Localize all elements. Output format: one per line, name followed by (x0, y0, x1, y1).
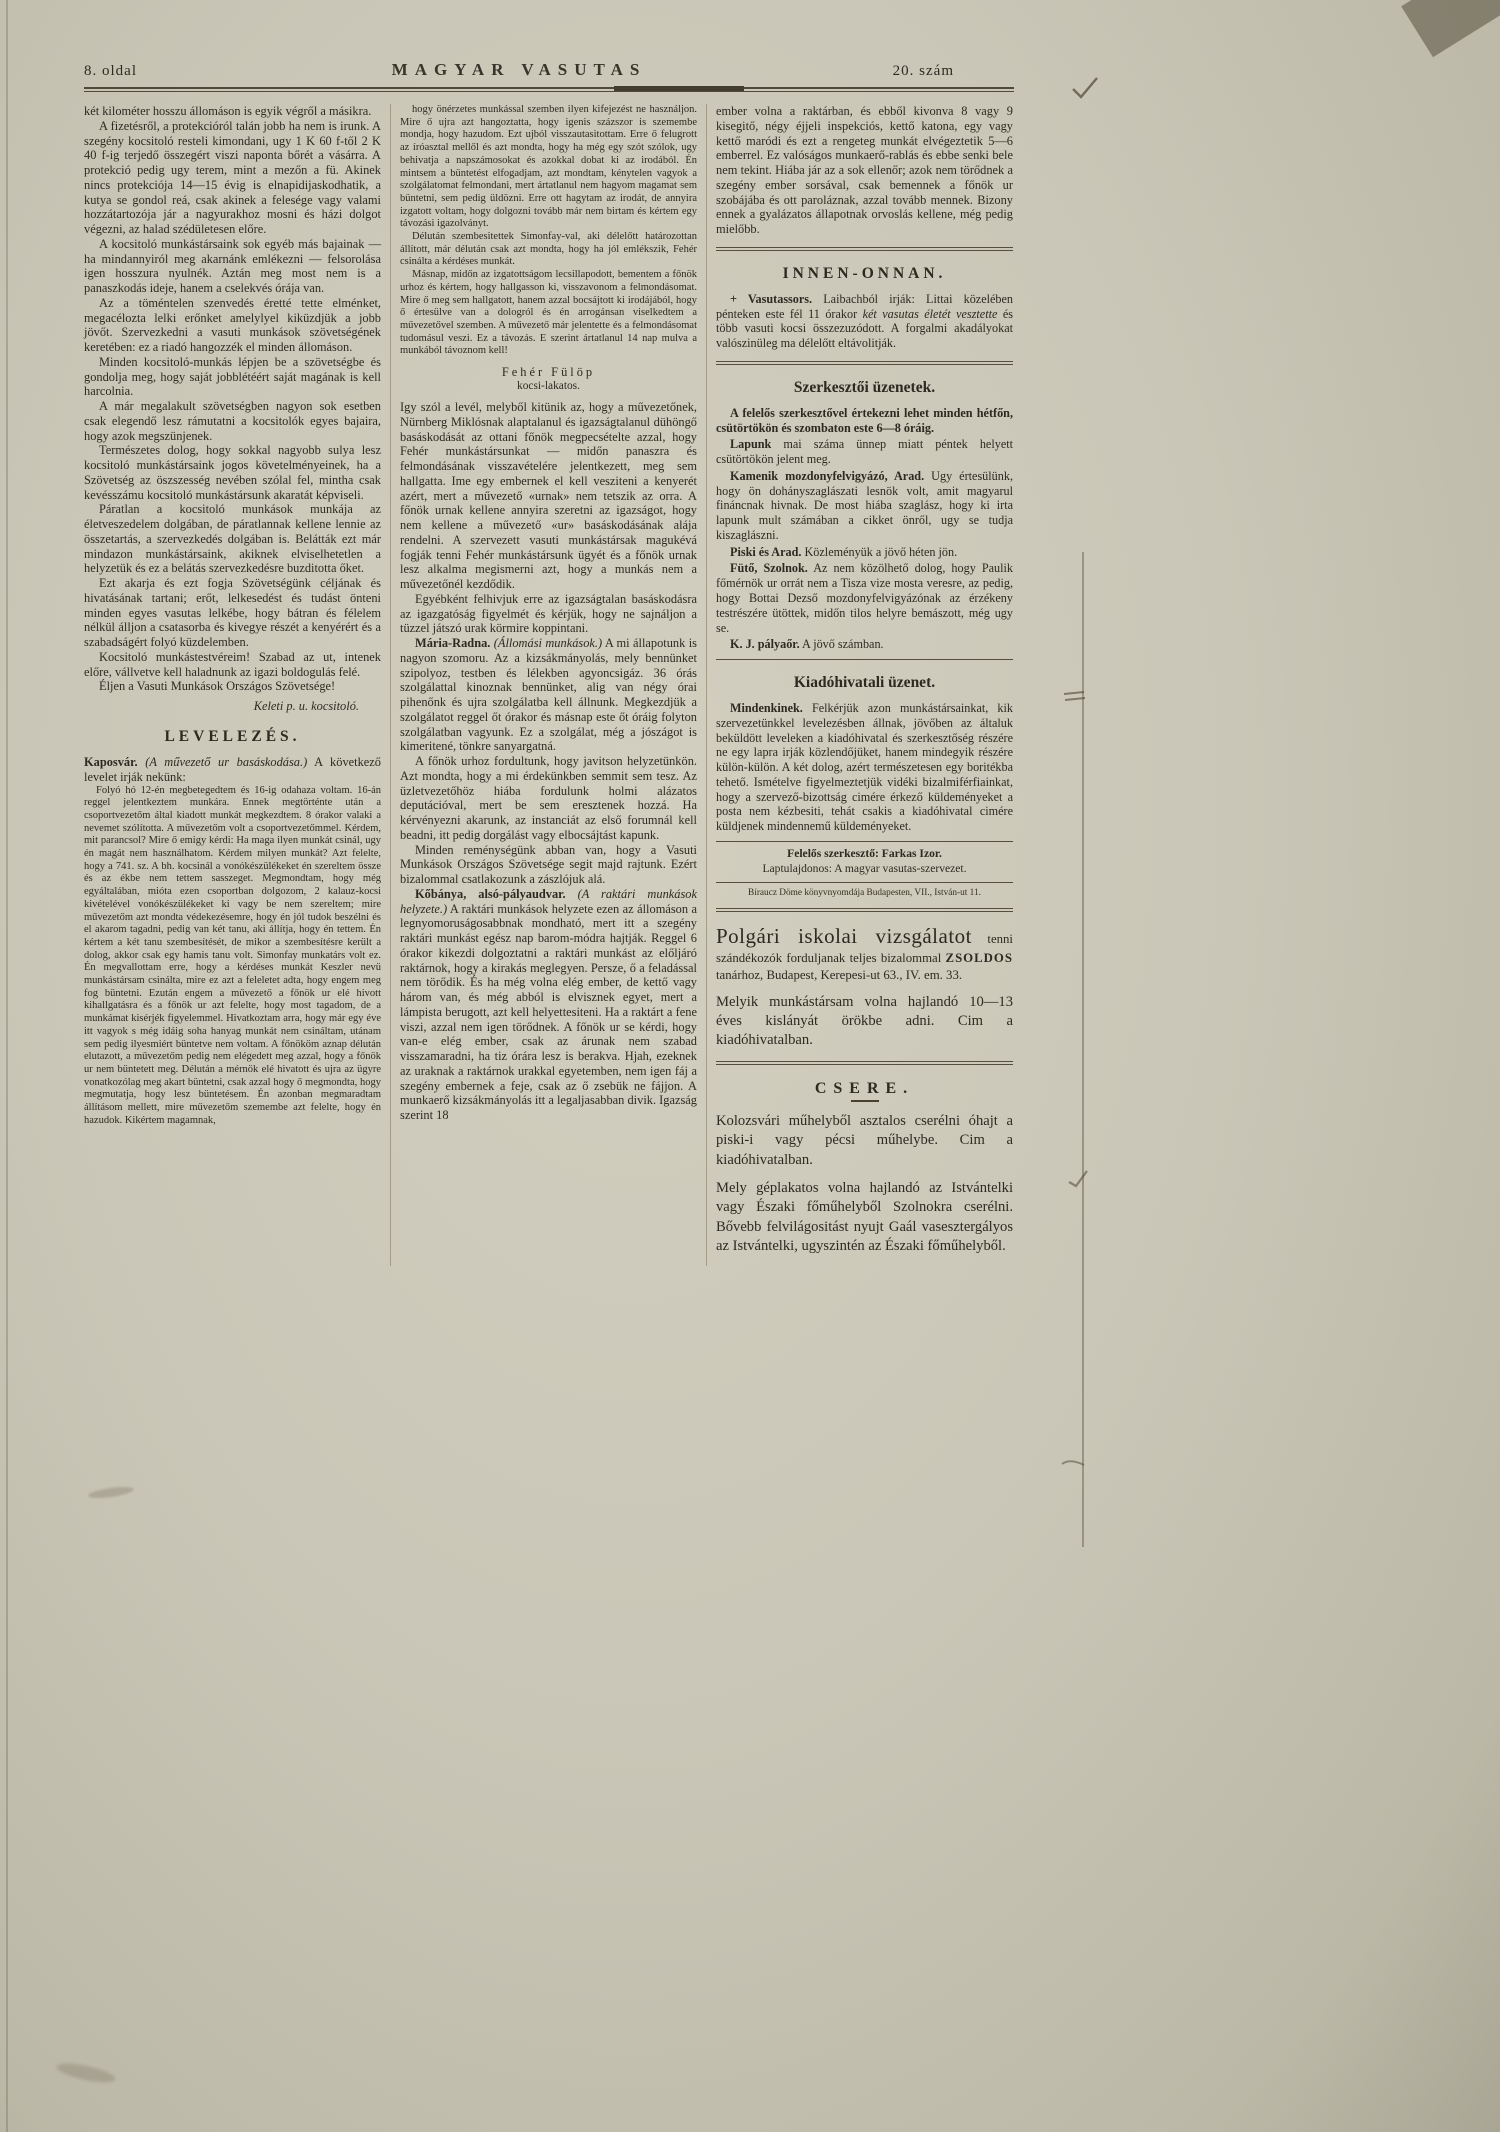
paragraph: Igy szól a levél, melyből kitünik az, hogy a művezetőnek, Nürnberg Miklósnak alaptalanul és igazságtalanul dühöngő basáskodását az ottani főnök megpecsételte azzal, hogy Fehér munkástársunkat — midőn panaszra és felmondásának visszavételére jelentkezett, meg sem hallgatta. Ime egy embernek el kell vesziteni a kenyerét azért, mert a művezető «urnak» nem tetszik az orra. A főnök urnak kellene annyira szeretni az igazságot, hogy nem kellene a művezető «ur» basáskodásának alája rendelni. A szervezett vasuti munkástársak magukévá fogják tenni Fehér munkástársunk ügyét és a főnök urnak lesz alkalma megismerni azt, hogy a munkás nem a művezetőnél kezdődik. (400, 400, 697, 592)
news-item-text: Laibachból irják: Littai közelében pénteken este fél 11 órakor (716, 291, 1013, 321)
paragraph: Egyébként felhivjuk erre az igazságtalan basáskodásra az igazgatóság figyelmét és kérjük, hogy ne sajnáljon a tüzzel játszó urak körmire koppintani. (400, 591, 697, 636)
item-subject: (Állomási munkások.) (493, 636, 603, 651)
classified-ad-csere-1: Kolozsvári műhelyből asztalos cserélni óhajt a piski-i vagy pécsi műhelybe. Cim a kiadóhivatalban. (716, 1112, 1013, 1168)
editor-reply (716, 561, 1013, 635)
letter-body-continued: Délután szembesitettek Simonfay-val, aki délelőtt határozottan állított, már délután csak azt mondta, hogy ha jól emlékszik, Fehér csinálta a kérdéses munkát. (400, 231, 697, 268)
item-text: A raktári munkások helyzete ezen az állomáson a legnyomoruságosabbnak mondható, mert itt a szegény raktári munkást egész nap barom-módra hajtják. Reggel 6 órakor kikezdi dolgoztatni a raktári munkást az előljáró raktárnok, hogy a kirakás meglegyen. Persze, ő a feladással nem törődik. És ha még volna elég ember, de kettő vagy három van, és még abból is elvisznek egyet, mert a lámpista berugott, azt kell helyettesiteni. Ha a raktárt a fene viszi, azzal nem igen törődnek. A főnök ur se kérdi, hogy van-e elég ember, csak az árunak nem szabad visszamaradni, ha tiz órára lesz is berakva. Hjah, ezeknek az uraknak a raktárnok urakkal egyetemben, nem igen fáj a szegény embernek a feje, csak az ő zsebük ne fájjon. A munkaerő kizsákmányolás itt a legaljasabban divik. Igazság szerint 18 (400, 901, 697, 1123)
item-subject: (A raktári munkások helyzete.) (400, 886, 697, 916)
scan-artifact-page-edge (6, 0, 8, 2132)
handwritten-mark (1060, 1456, 1086, 1472)
ad-text: tenni szándékozók forduljanak teljes bizalommal (716, 931, 1013, 966)
ad-headline: Polgári iskolai vizsgálatot (716, 923, 973, 948)
paragraph: Természetes dolog, hogy sokkal nagyobb sulya lesz kocsitoló munkástársaink jogos követelményeinek, ha a Szövetség az öszszesség nevében szólal fel, mintha csak kevésszámu kocsitoló munkástársunk akaratát képviseli. (84, 443, 381, 502)
printed-area (84, 60, 1014, 1266)
letter-signature-name: Fehér Fülöp (501, 365, 596, 380)
paragraph: Minden kocsitoló-munkás lépjen be a szövetségbe és gondolja meg, hogy saját jobblétéért saját magának is kell harcolnia. (84, 354, 381, 399)
issue-number: 20. szám (892, 63, 954, 79)
letter-body: Folyó hó 12-én megbetegedtem és 16-ig odahaza voltam. 16-án reggel jelentkeztem munkára. Ennek megtörténte után a csoportvezetőm által kiadott munkát megkezdtem. 8 órakor valaki a nevemet szólította. A művezetőm volt a csoportvezetőmmel. Kérdem, mit parancsol? Mire ő emigy kérdi: Ha maga ilyen munkát csinál, ugy én magát nem használhatom. Kérdem milyen munkát? Azt felelte, hogy a 741. sz. A bh. kocsinál a vonókészülékeket én szereltem össze és az ékbe nem tettem sasszeget. Megmondtam, hogy még egyáltalában, mióta ezen csoportban dolgozom, 2 kalauz-kocsi kivételével vonókészülékeket ki vagy be nem szereltem; mire művezetőm azt mondta védekezésemre, hogy én jól tudok beszélni és el akarom tagadni, pedig van két tanu, aki állítja, hogy én tettem. Én kértem a két tanu szembesítését, de mikor a szembesítésre került a dolog, akkor csak egy hamis tanu volt. Simonfay munkatárs volt ez. Én megvallottam erre, hogy a kérdéses munkát Keszler nevü munkástársam csinálta, mire ez azt a feleletet adta, hogy engem meg fog büntetni. Ezután engem a művezető a főnök ur elé hivott kihallgatásra és a főnök ur azt felelte, hogy most tagadom, de a munkámat kisérjék figyelemmel. Hivatkoztam arra, hogy már egy éve itt vagyok s még idáig soha hanyag munkát nem csináltam, utánam sem pedig ilyesmiért büntetve nem voltam. A főnököm aznap délután elutazott, a művezetőm pedig nem elégedett meg azzal, hogy a főnök ur nem büntetett meg. Délután a mérnök elé hivatott és ujra az ügyre vonatkozólag meg akart büntetni, csak azzal hogy ő megmondta, hogy megmutatja, hogy lesz büntetésem. Én azonban megmaradtam állításom mellett, mire művezetőm szemembe azt felelte, hogy én hazudok. Kikértem magamnak, (84, 784, 381, 1126)
column-3 (707, 104, 1013, 1266)
reply-addressee: Piski és Arad. (730, 544, 802, 559)
header-rule (84, 87, 1014, 92)
reply-text: Ugy értesülünk, hogy ön dohányszaglászati lesnök volt, amit magyarul fináncnak hivnak. De most hiába szaglász, hogy ki irta lapunk mult számában a cikket önről, ugy se tudja kiszaglászni. (716, 468, 1013, 542)
paragraph: Kocsitoló munkástestvéreim! Szabad az ut, intenek előre, vállvetve kell haladnunk az igazi boldogulás felé. (84, 649, 381, 679)
scan-artifact-fold-line (1082, 552, 1084, 1547)
page-header (84, 60, 1014, 80)
section-divider (716, 659, 1013, 660)
reply-text: Az nem közölhető dolog, hogy Paulik főmérnök ur orrát nem a Tisza vize mosta veresre, az pedig, hogy Bottai Dezső mozdonyfelvigyázónak az érzékeny testrészére ütöttek, midőn tilos helyre bemászott, még ugy se. (716, 561, 1013, 635)
paragraph: ember volna a raktárban, és ebből kivonva 8 vagy 9 kisegitő, négy éjjeli inspekciós, kettő katona, egy vagy kettő maródi és ezt a rengeteg munkát elvégeztetik 5—6 emberrel. Ez valóságos munkaerő-rablás és ebbe senki bele nem tekint. Hiába jár az a sok ellenőr; azok nem törődnek a szegény ember sorsával, csak bemennek a főnök ur szobájába és ott paroláznak, azzal tovább mennek. Bizony ennek a gyalázatos állapotnak orvoslás kellene, még pedig mielőbb. (716, 104, 1013, 236)
ad-name: ZSOLDOS (945, 951, 1013, 966)
handwritten-mark (1066, 1168, 1090, 1188)
notice-addressee: Mindenkinek. (730, 701, 803, 716)
letter-intro-text: A következő levelet irják nekünk: (84, 755, 381, 784)
classified-ad-polgari (716, 923, 1013, 984)
paragraph: Minden reménységünk abban van, hogy a Vasuti Munkások Országos Szövetsége segit majd rajtunk. Ezért bizalommal csatlakozunk a zászlójuk alá. (400, 842, 697, 887)
notice-text: Felkérjük azon munkástársainkat, kik szervezetünkkel levelezésben állnak, jövőben az általuk beküldött leveleken a kiadóhivatal és szerkesztőség részére ne egy lapra irják közlendőjüket, hanem mindegyik részére külön-külön. A két dolog, azért természetesen egy boritékba tehető. Ismételve figyelmeztetjük vidéki bizalmiférfiainkat, hogy a szervező-bizottság cimére érkező küldeményeket a posta nem kézbesiti, tehát csakis a kiadóhivatal cimére küldjenek mindennemű küldeményeket. (716, 701, 1013, 834)
classified-ad-csere-2: Mely géplakatos volna hajlandó az Istvántelki vagy Északi főműhelyből Szolnokra cserélni. Bővebb felvilágositást nyujt Gaál vasesztergályos az Istvántelki, ugyszintén az Északi főműhelyből. (716, 1179, 1013, 1255)
publisher-notice (716, 701, 1013, 834)
column-1 (84, 104, 390, 1266)
heading-underline (851, 1100, 879, 1102)
letter-body-continued: hogy önérzetes munkással szemben ilyen kifejezést ne használjon. Mire ő ujra azt hangoztatta, hogy igenis százszor is szemembe mondja, hogy hazudom. Ezt ujból visszautasitottam. Erre ő felugrott az íróasztal mellől és azt mondta, hogy ha még egy szót szólok, ugy behivatja a napszámosokat és azokkal dobat ki az irodából. Én mintsem a büntetést elfogadjam, azt mondtam, kénytelen vagyok a szolgálatomat felmondani, mert ártatlanul nem hagyom magamat sem büntetni, sem pedig üldözni. Erre ott hagytam az irodát, de annyira izgatott voltam, hogy dolgozni tovább már nem birtam és kértem egy távozási igazolványt. (400, 104, 697, 230)
letter-body-continued: Másnap, midőn az izgatottságom lecsillapodott, bementem a főnök urhoz és kértem, hogy hallgasson ki, visszavonom a felmondásomat. Mire ő meg sem hallgatott, hanem azzal bocsájtott ki irodájából, hogy ő értesülve van a dologról és én arrogánsan viselkedtem a művezetővel szemben. A művezető már jelentette és a felmondásomat tudomásul veszi. Ez a távozás. E szerint ártatlanul 14 nap mulva a munkából távoznom kell! (400, 269, 697, 357)
news-item-lead: + Vasutassors. (730, 291, 813, 306)
letter-intro (84, 755, 381, 785)
classified-ad-orokbe: Melyik munkástársam volna hajlandó 10—13 éves kislányát örökbe adni. Cim a kiadóhivatalban. (716, 993, 1013, 1049)
handwritten-check-mark (1070, 74, 1100, 102)
reply-text: Közleményük a jövő héten jön. (804, 544, 958, 559)
section-divider (716, 247, 1013, 251)
paragraph: Páratlan a kocsitoló munkások munkája az életveszedelem dolgában, de páratlannak kellene lennie az összetartás, a szervezkedés dolgában is. Belátták ezt már mindazon munkástársaink, akiknek elviselhetetlen a helyzetük és ez a belátás szervezkedésre buzditotta őket. (84, 502, 381, 576)
header-rule-thick-segment (614, 86, 744, 91)
paragraph: Ezt akarja és ezt fogja Szövetségünk céljának és hivatásának tartani; erőt, lelkesedést és tudást önteni minden egyes vasutas lelkébe, hogy bátran és félelem nélkül álljon a csatasorba és kivegye részét a kenyérért és a szabadságért folyó küzdelemben. (84, 576, 381, 649)
article-signature: Keleti p. u. kocsitoló. (253, 699, 359, 713)
imprint-printer: Bíraucz Döme könyvnyomdája Budapesten, VII., István-ut 11. (748, 887, 981, 898)
paragraph: két kilométer hosszu állomáson is egyik végről a másikra. (84, 104, 372, 118)
item-dateline: Kőbánya, alsó-pályaudvar. (415, 886, 566, 901)
correspondence-item (400, 887, 697, 1123)
reply-addressee: Fütő, Szolnok. (730, 561, 808, 576)
ad-divider (716, 908, 1013, 912)
paragraph: A kocsitoló munkástársaink sok egyéb más bajainak — ha mindannyiról meg akarnánk emlékezni — felsorolása igen hosszura nyulnék. Aztán meg most nem is a panaszkodás ideje, hanem a cselekvés órája van. (84, 236, 381, 295)
section-heading-kiadohivatali: Kiadóhivatali üzenet. (793, 674, 936, 692)
masthead-title: MAGYAR VASUTAS (391, 60, 647, 79)
column-2 (390, 104, 707, 1266)
editor-notice: A felelős szerkesztővel értekezni lehet minden hétfőn, csütörtökön és szombaton este 6—8 óráig. (716, 405, 1013, 435)
reply-addressee: Kamenik mozdonyfelvigyázó, Arad. (730, 468, 925, 483)
scan-artifact-pencil-smudge (55, 2060, 117, 2086)
paragraph: A főnök urhoz fordultunk, hogy javitson helyzetünkön. Azt mondta, hogy a mi érdekünkben semmit sem tesz. Az üzletvezetőhöz hiába fordulunk holmi alázatos deputációval, mert be sem eresztenek hozzá. Ha kérvényezni akarunk, az instanciát az első forumnál kell beadni, itt pedig dorgálást vagy elbocsájtást kapunk. (400, 754, 697, 842)
item-dateline: Mária-Radna. (415, 636, 491, 651)
news-item-text: és több vasuti kocsi összezuzódott. A forgalmi akadályokat valószinüleg ma délelőtt eltávolitják. (716, 306, 1013, 351)
item-text: A mi állapotunk is nagyon szomoru. Az a kizsákmányolás, mely bennünket szipolyoz, testben és lélekben agyoncsigáz. 36 órás szolgálattal kinoznak bennünket, alig van négy órai pihenőnk és ujra szolgálatba kell állnunk. Megkezdjük a szolgálatot reggel őt órakor és másnap este őt óráig folyton szolgálatban vagyunk. Ez a szolgálat, még a jószágot is kimeritené, tönkre sanyargatná. (400, 636, 697, 754)
scan-artifact-corner-smudge (1401, 0, 1500, 57)
page-number: 8. oldal (84, 63, 137, 79)
editor-reply (716, 437, 1013, 467)
imprint-editor: Felelős szerkesztő: Farkas Izor. (787, 846, 942, 860)
column-layout (84, 104, 1014, 1266)
reply-addressee: K. J. pályaőr. (730, 637, 800, 652)
handwritten-mark (1062, 688, 1088, 706)
correspondence-item (400, 636, 697, 754)
section-divider (716, 361, 1013, 365)
scan-artifact-pencil-smudge (88, 1485, 135, 1500)
letter-subject: (A művezető ur basáskodása.) (145, 755, 308, 769)
news-item (716, 292, 1013, 351)
imprint-owner: Laptulajdonos: A magyar vasutas-szervezet. (762, 861, 967, 875)
ad-divider (716, 1061, 1013, 1065)
paragraph: Éljen a Vasuti Munkások Országos Szövetsége! (99, 679, 336, 694)
section-heading-innen-onnan: INNEN-ONNAN. (782, 264, 947, 282)
editor-reply (716, 637, 1013, 652)
editor-reply (716, 545, 1013, 560)
section-heading-csere: CSERE. (814, 1079, 915, 1097)
paragraph: A fizetésről, a protekcióról talán jobb ha nem is irunk. A szegény kocsitoló resteli kimondani, ugy 1 K 60 f-től 2 K 40 f-ig terjedő összegért viszi naponta bőrét a vásárra. A protekció pedig ugy terem, mint a mezőn a fü. Akinek nincs protekciója 14—15 évig is elnapidijaskodhatik, a kutya se gondol reá, csak akinek a felesége vagy valami hozzátartozója jár a nagyurakhoz mosni és házi dolgot végezni, az halad szédületesen előre. (84, 118, 381, 236)
letter-signature-role: kocsi-lakatos. (517, 380, 580, 393)
imprint-divider (716, 882, 1013, 883)
letter-dateline: Kaposvár. (84, 755, 138, 769)
imprint-divider (716, 841, 1013, 842)
section-heading-levelezes: LEVELEZÉS. (164, 728, 301, 745)
reply-text: A jövő számban. (802, 637, 884, 652)
news-item-emphasis: két vasutas életét vesztette (862, 306, 998, 321)
reply-text: mai száma ünnep miatt péntek helyett csütörtökön jelent meg. (716, 437, 1013, 467)
paragraph: Az a töméntelen szenvedés éretté tette elménket, megacélozta lelki erőnket amelylyel kiküzdjük a jobb jövőt. Szervezkedni a vasuti munkások szövetségének keretében: ez a riadó hangozzék el minden állomáson. (84, 295, 381, 354)
section-heading-szerkesztoi: Szerkesztői üzenetek. (793, 378, 936, 396)
paragraph: A már megalakult szövetségben nagyon sok esetben csak elegendő lesz rámutatni a kocsitolók egyes bajaira, hogy azok megszünjenek. (84, 399, 381, 443)
ad-text: tanárhoz, Budapest, Kerepesi-ut 63., IV. em. 33. (716, 967, 963, 982)
editor-reply (716, 469, 1013, 543)
reply-addressee: Lapunk (730, 437, 772, 452)
